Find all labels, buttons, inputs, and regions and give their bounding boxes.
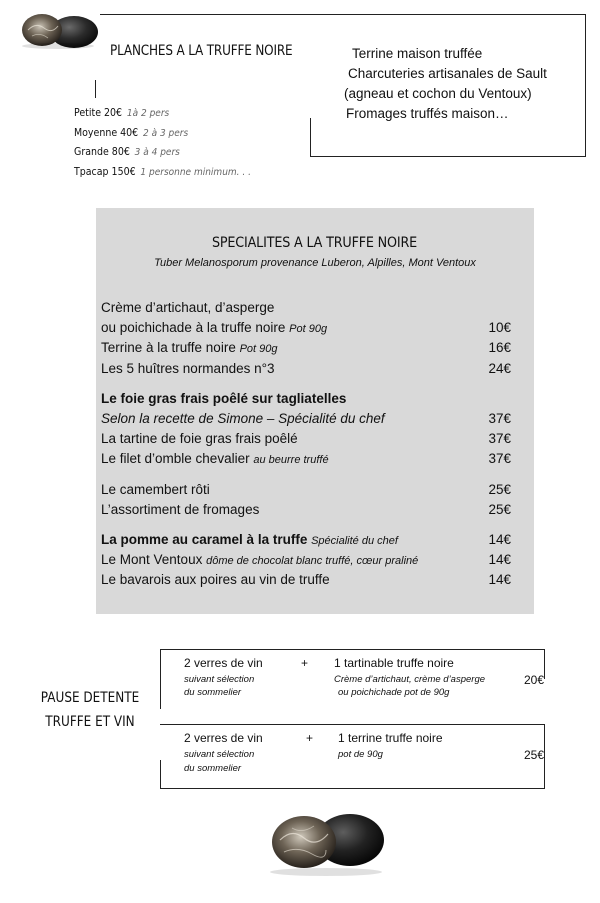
- menu-group-gap: [101, 381, 511, 391]
- menu-item-name: La pomme au caramel à la truffe: [101, 531, 312, 547]
- offer1-wine-note: du sommelier: [184, 687, 242, 698]
- offer1-frame-left: [160, 649, 161, 709]
- menu-item-note: dôme de chocolat blanc truffé, cœur praliné: [206, 555, 419, 568]
- size-option: [74, 143, 251, 163]
- size-option: [74, 124, 251, 144]
- specialites-title: [96, 235, 534, 251]
- planches-desc-line: (agneau et cochon du Ventoux): [344, 86, 532, 101]
- planches-description: [344, 44, 547, 124]
- offer1-item-note: ou poichichade pot de 90g: [338, 687, 450, 698]
- menu-item: [101, 431, 511, 451]
- planches-frame-bottom: [310, 156, 586, 157]
- offer2-price: 25€: [524, 748, 545, 762]
- menu-item-name: Le Mont Ventoux: [101, 552, 207, 568]
- menu-item-price: 14€: [488, 572, 511, 588]
- menu-item: [101, 391, 511, 411]
- menu-item: [101, 320, 511, 340]
- size-note: 1à 2 pers: [126, 108, 170, 119]
- offer1-item-note: Crème d’artichaut, crème d’asperge: [334, 674, 486, 685]
- menu-item-note: Spécialité du chef: [311, 534, 398, 547]
- pause-title-line: TRUFFE ET VIN: [45, 714, 135, 730]
- menu-item-name: Selon la recette de Simone – Spécialité du chef: [101, 410, 385, 426]
- offer2-wine-note: du sommelier: [184, 763, 242, 774]
- size-option: [74, 163, 251, 183]
- size-label: Grande 80€: [74, 146, 130, 158]
- offer1-frame-right: [544, 649, 545, 679]
- menu-item-name: Le bavarois aux poires au vin de truffe: [101, 572, 330, 588]
- menu-item-price: 37€: [488, 431, 511, 447]
- menu-group-gap: [101, 522, 511, 532]
- menu-item-note: Pot 90g: [239, 343, 278, 356]
- planches-desc-line: Fromages truffés maison…: [346, 106, 509, 121]
- menu-item-name: Les 5 huîtres normandes n°3: [101, 360, 275, 376]
- menu-item-name: Crème d’artichaut, d’asperge: [101, 300, 275, 315]
- size-option: [74, 104, 251, 124]
- menu-item-price: 14€: [488, 552, 511, 568]
- planches-frame-right: [585, 14, 586, 157]
- menu-item: [101, 361, 511, 381]
- planches-title: PLANCHES A LA TRUFFE NOIRE: [110, 43, 293, 59]
- size-label: Tpacap 150€: [74, 165, 136, 178]
- menu-item-name: Le filet d’omble chevalier: [101, 451, 254, 467]
- specialites-title-text: SPECIALITES A LA TRUFFE NOIRE: [212, 235, 418, 251]
- divider-tick: [95, 80, 96, 98]
- menu-item-price: 16€: [488, 340, 511, 356]
- offer2-frame-right: [544, 724, 545, 789]
- menu-item: [101, 552, 511, 572]
- offer2-wine-note: suivant sélection: [184, 749, 255, 760]
- size-label: Moyenne 40€: [74, 126, 139, 139]
- menu-item-price: 14€: [488, 531, 511, 547]
- menu-item: [101, 502, 511, 522]
- menu-item-name: ou poichichade à la truffe noire: [101, 320, 290, 336]
- planches-frame-top: [100, 14, 586, 15]
- offer1-item: 1 tartinable truffe noire: [334, 656, 454, 670]
- menu-item-name: La tartine de foie gras frais poêlé: [101, 431, 298, 447]
- offer2-plus: +: [306, 731, 314, 745]
- offer2-item-note: pot de 90g: [338, 749, 383, 760]
- specialites-subtitle: Tuber Melanosporum provenance Luberon, Alpilles, Mont Ventoux: [154, 257, 476, 269]
- offer2-wine: 2 verres de vin: [184, 731, 263, 745]
- size-note: 1 personne minimum. . .: [140, 166, 251, 178]
- offer1-price: 20€: [524, 673, 545, 687]
- size-note: 3 à 4 pers: [134, 147, 180, 158]
- planches-frame-left: [310, 118, 311, 157]
- menu-item-name: Le foie gras frais poêlé sur tagliatelles: [101, 390, 347, 406]
- offer1-plus: +: [301, 656, 309, 670]
- offer1-wine-note: suivant sélection: [184, 674, 255, 685]
- menu-item: [101, 482, 511, 502]
- offer2-frame-left: [160, 760, 161, 789]
- menu-item: [101, 451, 511, 471]
- pause-title-line: PAUSE DETENTE: [40, 690, 140, 706]
- pause-title: [24, 686, 156, 734]
- menu-item: [101, 532, 511, 552]
- planches-desc-line: Charcuteries artisanales de Sault: [348, 66, 547, 81]
- menu-item-price: 37€: [488, 410, 511, 426]
- menu-item-name: Terrine à la truffe noire: [101, 340, 240, 356]
- size-label: Petite 20€: [74, 107, 123, 119]
- truffle-image-top: [14, 8, 100, 50]
- menu-item: [101, 300, 511, 320]
- offer1-wine: 2 verres de vin: [184, 656, 263, 670]
- menu-item: [101, 572, 511, 592]
- menu-item-note: Pot 90g: [289, 323, 328, 336]
- menu-group-gap: [101, 472, 511, 482]
- menu-item-price: 24€: [488, 360, 511, 376]
- menu-item: [101, 340, 511, 360]
- truffle-image-bottom: [262, 806, 390, 878]
- menu-item-name: L’assortiment de fromages: [101, 501, 260, 517]
- menu-item-price: 10€: [488, 320, 511, 336]
- menu-item-name: Le camembert rôti: [101, 481, 210, 497]
- menu-item-price: 37€: [488, 451, 511, 467]
- offer2-frame-bottom: [160, 788, 545, 789]
- size-note: 2 à 3 pers: [142, 127, 189, 139]
- offer2-frame-top: [160, 724, 545, 725]
- specialites-panel: [96, 208, 534, 614]
- offer1-frame-top: [160, 649, 545, 650]
- specialites-menu: [101, 300, 511, 592]
- offer2-item: 1 terrine truffe noire: [338, 731, 443, 745]
- planches-desc-line: Terrine maison truffée: [352, 46, 483, 61]
- menu-item-price: 25€: [488, 481, 511, 497]
- menu-item-note: au beurre truffé: [253, 454, 329, 467]
- menu-item: [101, 411, 511, 431]
- planches-sizes: [74, 104, 251, 182]
- menu-item-price: 25€: [488, 501, 511, 517]
